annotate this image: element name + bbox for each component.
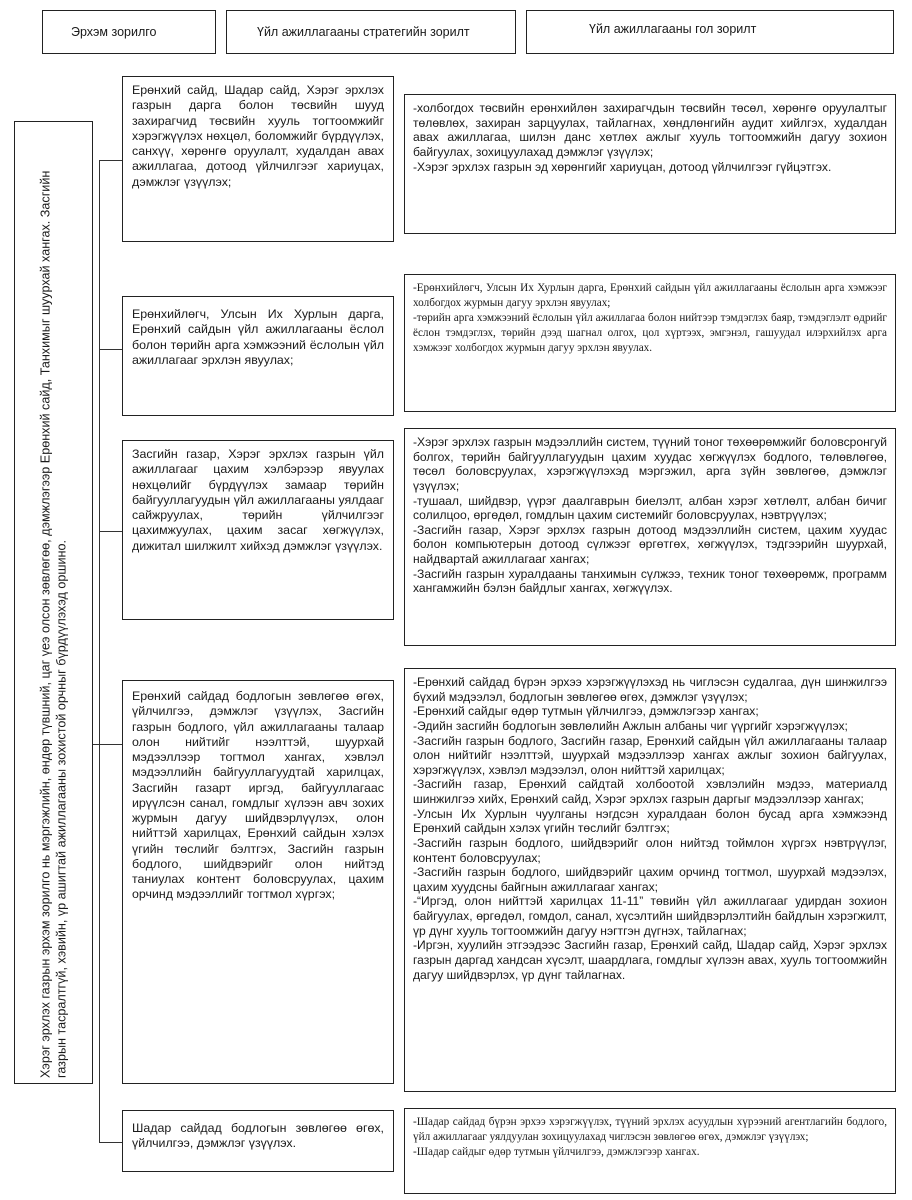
goal-item: -Засгийн газрын бодлого, шийдвэрийг олон нийтэд тоймлон хүргэх нэвтрүүлэг, контент боловсруулах; [413,835,887,865]
goal-item: -төрийн арга хэмжээний ёслолын үйл ажиллагаа болон нийтээр тэмдэглэх баяр, тэмдэглэлт өдрийг ёслон тэмдэглэх, төрийн дээд шагнал олгох, цол хүртээх, эмгэнэл, гашуудал илэрхийлэх арга хэмжээг холбогдох журмын дагуу эрхлэн явуулах. [413,311,887,354]
goal-box-4 [404,668,896,1092]
header-main [526,10,894,54]
header-strategic-label: Үйл ажиллагааны стратегийн зорилт [257,25,470,39]
goal-item: -Шадар сайдад бүрэн эрхээ хэрэгжүүлэх, түүний эрхлэх асуудлын хүрээний агентлагийн бодлого, үйл ажиллагааг уялдуулан зохицуулахад чиглэсэн зөвлөгөө өгөх, дэмжлэг үзүүлэх; [413,1116,887,1143]
mission-text: Хэрэг эрхлэх газрын эрхэм зорилго нь мэргэжлийн, өндөр түвшний, цаг үеэ олсон зөвлөгөө, дэмжлэгээр Ерөнхий сайд, Танхимыг шуурхай хангах. Засгийн газрын тасралтгүй, хэвийн, үр ашигтай ажиллагааны зохистой орчныг бүрдүүлэхэд оршино. [37,170,68,1078]
mission-box [14,121,93,1084]
goal-item: -Ерөнхий сайдыг өдөр тутмын үйлчилгээ, дэмжлэгээр хангах; [413,704,759,719]
connector-row-4 [99,744,122,745]
goal-item: -Хэрэг эрхлэх газрын эд хөрөнгийг хариуцан, дотоод үйлчилгээг гүйцэтгэх. [413,159,832,174]
strategic-text-1: Ерөнхий сайд, Шадар сайд, Хэрэг эрхлэх газрын дарга болон төсвийн шууд захирагчид төсвийн хууль тогтоомжийг хэрэгжүүлэх нөхцөл, боломжийг бүрдүүлэх, санхүү, хөрөнгө оруулалт, худалдан авах ажиллагаа, дотоод үйлчилгээг хариуцах, дэмжлэг үзүүлэх; [132,83,384,189]
strategic-text-5: Шадар сайдад бодлогын зөвлөгөө өгөх, үйлчилгээ, дэмжлэг үзүүлэх. [132,1121,384,1151]
strategic-text-3: Засгийн газар, Хэрэг эрхлэх газрын үйл ажиллагааг цахим хэлбэрээр явуулах нөхцөлийг бүрдүүлэх замаар төрийн байгууллагуудын үйл ажиллагааны уялдааг сайжруулах, төрийн үйлчилгээг цахимжуулах, цахим засаг хөгжүүлэх, дижитал шилжилт хийхэд дэмжлэг үзүүлэх. [132,447,384,553]
goal-item: -Ерөнхий сайдад бүрэн эрхээ хэрэгжүүлэхэд нь чиглэсэн судалгаа, дүн шинжилгээ бүхий мэдээлэл, бодлогын зөвлөгөө өгөх, дэмжлэг үзүүлэх; [413,675,887,704]
goal-item: -Ерөнхийлөгч, Улсын Их Хурлын дарга, Ерөнхий сайдын үйл ажиллагааны ёслолын арга хэмжээг холбогдох журмын дагуу эрхлэн явуулах; [413,282,887,309]
strategic-box-5 [122,1110,394,1172]
goal-item: -холбогдох төсвийн ерөнхийлөн захирагчдын төсвийн төсөл, хөрөнгө оруулалтыг төлөвлөх, захиран зарцуулах, тайлагнах, хөндлөнгийн аудит хийлгэх, худалдан авах ажиллагаа, шилэн данс хөтлөх ажлыг хууль тогтоомжийн дагуу зохион байгуулах, зохицуулахад дэмжлэг үзүүлэх; [413,101,887,159]
goal-box-3 [404,428,896,646]
goal-item: -“Иргэд, олон нийттэй харилцах 11-11” төвийн үйл ажиллагааг удирдан зохион байгуулах, өргөдөл, гомдол, санал, хүсэлтийн шийдвэрлэлтийн байдлын хэрэгжилт, үр дүнг хууль тогтоомжийн дагуу нэгтгэн дүгнэх, тайлагнах; [413,894,887,938]
header-mission-label: Эрхэм зорилго [71,25,157,39]
header-main-label: Үйл ажиллагааны гол зорилт [589,22,757,36]
goal-item: -Засгийн газар, Хэрэг эрхлэх газрын дотоод мэдээллийн систем, цахим хуудас болон компьютерын дотоод сүлжээг өргөтгөх, хөгжүүлэх, тэдгээрийн шуурхай, найдвартай ажиллагааг хангах; [413,522,887,566]
connector-row-1 [99,160,122,161]
strategic-box-2 [122,296,394,416]
strategic-box-1 [122,76,394,242]
goal-item: -Улсын Их Хурлын чуулганы нэгдсэн хуралдаан болон бусад арга хэмжээнд Ерөнхий сайдын хэлэх үгийн төслийг бэлтгэх; [413,806,887,836]
connector-row-3 [99,531,122,532]
strategic-box-4 [122,680,394,1084]
goal-item: -Иргэн, хуулийн этгээдээс Засгийн газар, Ерөнхий сайд, Шадар сайд, Хэрэг эрхлэх газрын даргад хандсан хүсэлт, шаардлага, гомдлыг хүлээн авах, хууль тогтоомжийн дагуу шийдвэрлэх, үр дүнг тайлагнах. [413,938,887,982]
goal-box-2 [404,274,896,412]
goal-item: -Эдийн засгийн бодлогын зөвлөлийн Ажлын албаны чиг үүргийг хэрэгжүүлэх; [413,718,848,733]
connector-row-2 [99,349,122,350]
goal-item: -Засгийн газрын хуралдааны танхимын сүлжээ, техник тоног төхөөрөмж, программ хангамжийн бэлэн байдлыг хангах, хөгжүүлэх. [413,566,887,596]
goal-item: -Засгийн газрын бодлого, шийдвэрийг цахим орчинд тогтмол, шуурхай мэдээлэх, цахим хуудсны байгнын ажиллагааг хангах; [413,865,887,894]
connector-trunk [99,160,100,1142]
goal-item: -тушаал, шийдвэр, үүрэг даалгаврын биелэлт, албан хэрэг хөтлөлт, албан бичиг солилцоо, өргөдөл, гомдлын цахим системийг боловсруулах, нэвтрүүлэх; [413,493,887,523]
strategic-text-4: Ерөнхий сайдад бодлогын зөвлөгөө өгөх, үйлчилгээ, дэмжлэг үзүүлэх, Засгийн газрын бодлого, үйл ажиллагааны талаар олон нийтийг нээлттэй, шуурхай мэдээллээр тогтмол хангах, хэвлэл мэдээллийн байгууллагуудтай харилцах, Засгийн газарт иргэд, байгууллагаас ирүүлсэн санал, гомдлыг хүлээн авч зохих журмын дагуу шийдвэрлүүлэх, олон нийттэй харилцах, Ерөнхий сайдын хэлэх үгийн төслийг бэлтгэх, Засгийн газрын бодлого, шийдвэрийг олон нийтэд таниулах контент боловсруулах, цахим орчинд мэдээллийг тогтмол хүргэх; [132,689,384,902]
goal-item: -Засгийн газрын бодлого, Засгийн газар, Ерөнхий сайдын үйл ажиллагааны талаар олон нийтийг нээлттэй, шуурхай мэдээллээр хангах ажлыг зохион байгуулах, хэрэгжүүлэх, хэвлэл мэдээлэл, олон нийттэй харилцах; [413,733,887,777]
header-mission [42,10,216,54]
goal-item: -Шадар сайдыг өдөр тутмын үйлчилгээ, дэмжлэгээр хангах. [413,1145,700,1158]
header-strategic [226,10,516,54]
goal-box-1 [404,94,896,234]
connector-row-5 [99,1142,122,1143]
goal-item: -Засгийн газар, Ерөнхий сайдтай холбоотой хэвлэлийн мэдээ, материалд шинжилгээ хийх, Ерөнхий сайд, Хэрэг эрхлэх газрын даргыг мэдээллээр хангах; [413,777,887,806]
strategic-text-2: Ерөнхийлөгч, Улсын Их Хурлын дарга, Ерөнхий сайдын үйл ажиллагааны ёслол болон төрийн арга хэмжээний ёслолын үйл ажиллагааг эрхлэн явуулах; [132,307,384,367]
goal-item: -Хэрэг эрхлэх газрын мэдээллийн систем, түүний тоног төхөөрөмжийг боловсронгуй болгох, төрийн байгууллагуудын цахим хуудас хөгжүүлэх бодлого, төлөвлөгөө, төсөл боловсруулах, хэрэгжүүлэхэд мэргэжил, арга зүйн зөвлөгөө, дэмжлэг үзүүлэх; [413,435,887,493]
strategic-box-3 [122,440,394,620]
goal-box-5 [404,1108,896,1194]
